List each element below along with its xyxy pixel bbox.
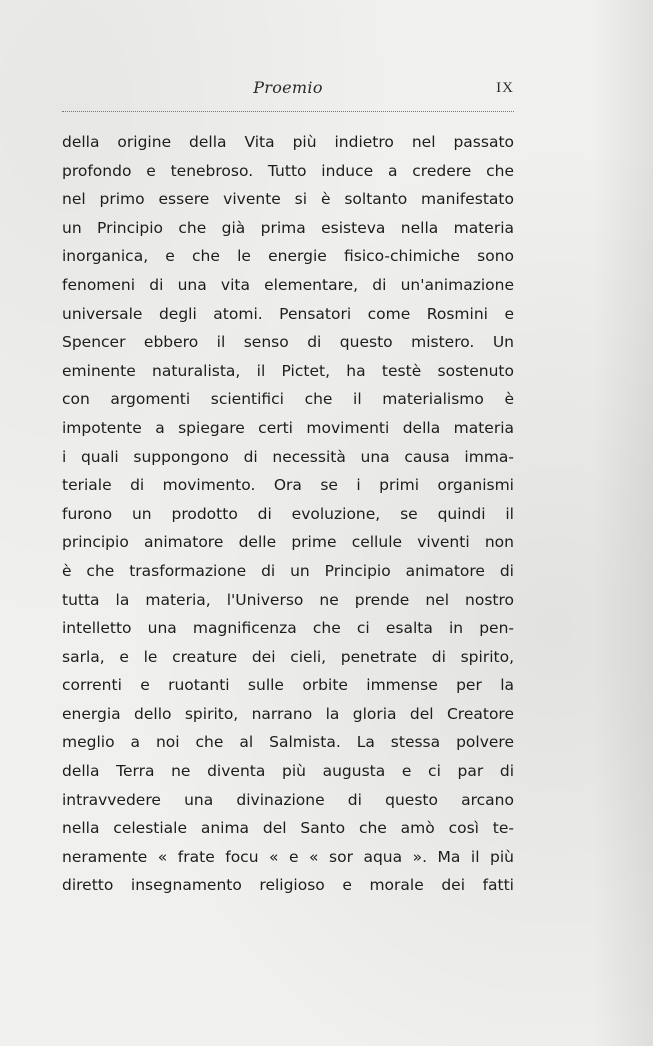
text-line: impotente a spiegare certi movimenti della materia <box>62 418 514 437</box>
text-line: energia dello spirito, narrano la gloria del Creatore <box>62 704 514 723</box>
text-line: nel primo essere vivente si è soltanto manifestato <box>62 190 514 209</box>
page-header <box>62 78 514 106</box>
text-line: è che trasformazione di un Principio animatore di <box>62 561 514 580</box>
text-line: furono un prodotto di evoluzione, se quindi il <box>62 504 514 523</box>
body-text <box>62 128 514 900</box>
text-line: i quali suppongono di necessità una causa imma- <box>62 447 514 466</box>
text-line: eminente naturalista, il Pictet, ha testè sostenuto <box>62 361 514 380</box>
text-line: della origine della Vita più indietro nel passato <box>62 133 514 151</box>
text-line: principio animatore delle prime cellule viventi non <box>62 533 514 552</box>
text-line: neramente « frate focu « e « sor aqua ». Ma il più <box>62 847 514 866</box>
text-line: teriale di movimento. Ora se i primi organismi <box>62 476 514 495</box>
text-line: intravvedere una divinazione di questo arcano <box>62 790 514 809</box>
text-line: Spencer ebbero il senso di questo mistero. Un <box>62 333 514 352</box>
text-line: meglio a noi che al Salmista. La stessa polvere <box>62 733 514 752</box>
text-line: fenomeni di una vita elementare, di un'animazione <box>62 275 514 294</box>
text-line: tutta la materia, l'Universo ne prende nel nostro <box>62 590 514 609</box>
running-title: Proemio <box>253 78 323 97</box>
text-line: profondo e tenebroso. Tutto induce a credere che <box>62 161 514 180</box>
text-line: un Principio che già prima esisteva nella materia <box>62 218 514 237</box>
text-line: inorganica, e che le energie fisico-chimiche sono <box>62 247 514 266</box>
text-line: nella celestiale anima del Santo che amò così te- <box>62 819 514 838</box>
page-number: IX <box>496 80 514 96</box>
text-line: correnti e ruotanti sulle orbite immense per la <box>62 676 514 695</box>
header-rule <box>62 111 514 112</box>
text-line: intelletto una magnificenza che ci esalta in pen- <box>62 619 514 638</box>
text-line: della Terra ne diventa più augusta e ci par di <box>62 762 514 781</box>
text-line: universale degli atomi. Pensatori come Rosmini e <box>62 304 514 323</box>
text-line: sarla, e le creature dei cieli, penetrate di spirito, <box>62 647 514 666</box>
text-line: con argomenti scientifici che il materialismo è <box>62 390 514 409</box>
page-shading <box>593 0 653 1046</box>
text-line: diretto insegnamento religioso e morale dei fatti <box>62 876 514 895</box>
